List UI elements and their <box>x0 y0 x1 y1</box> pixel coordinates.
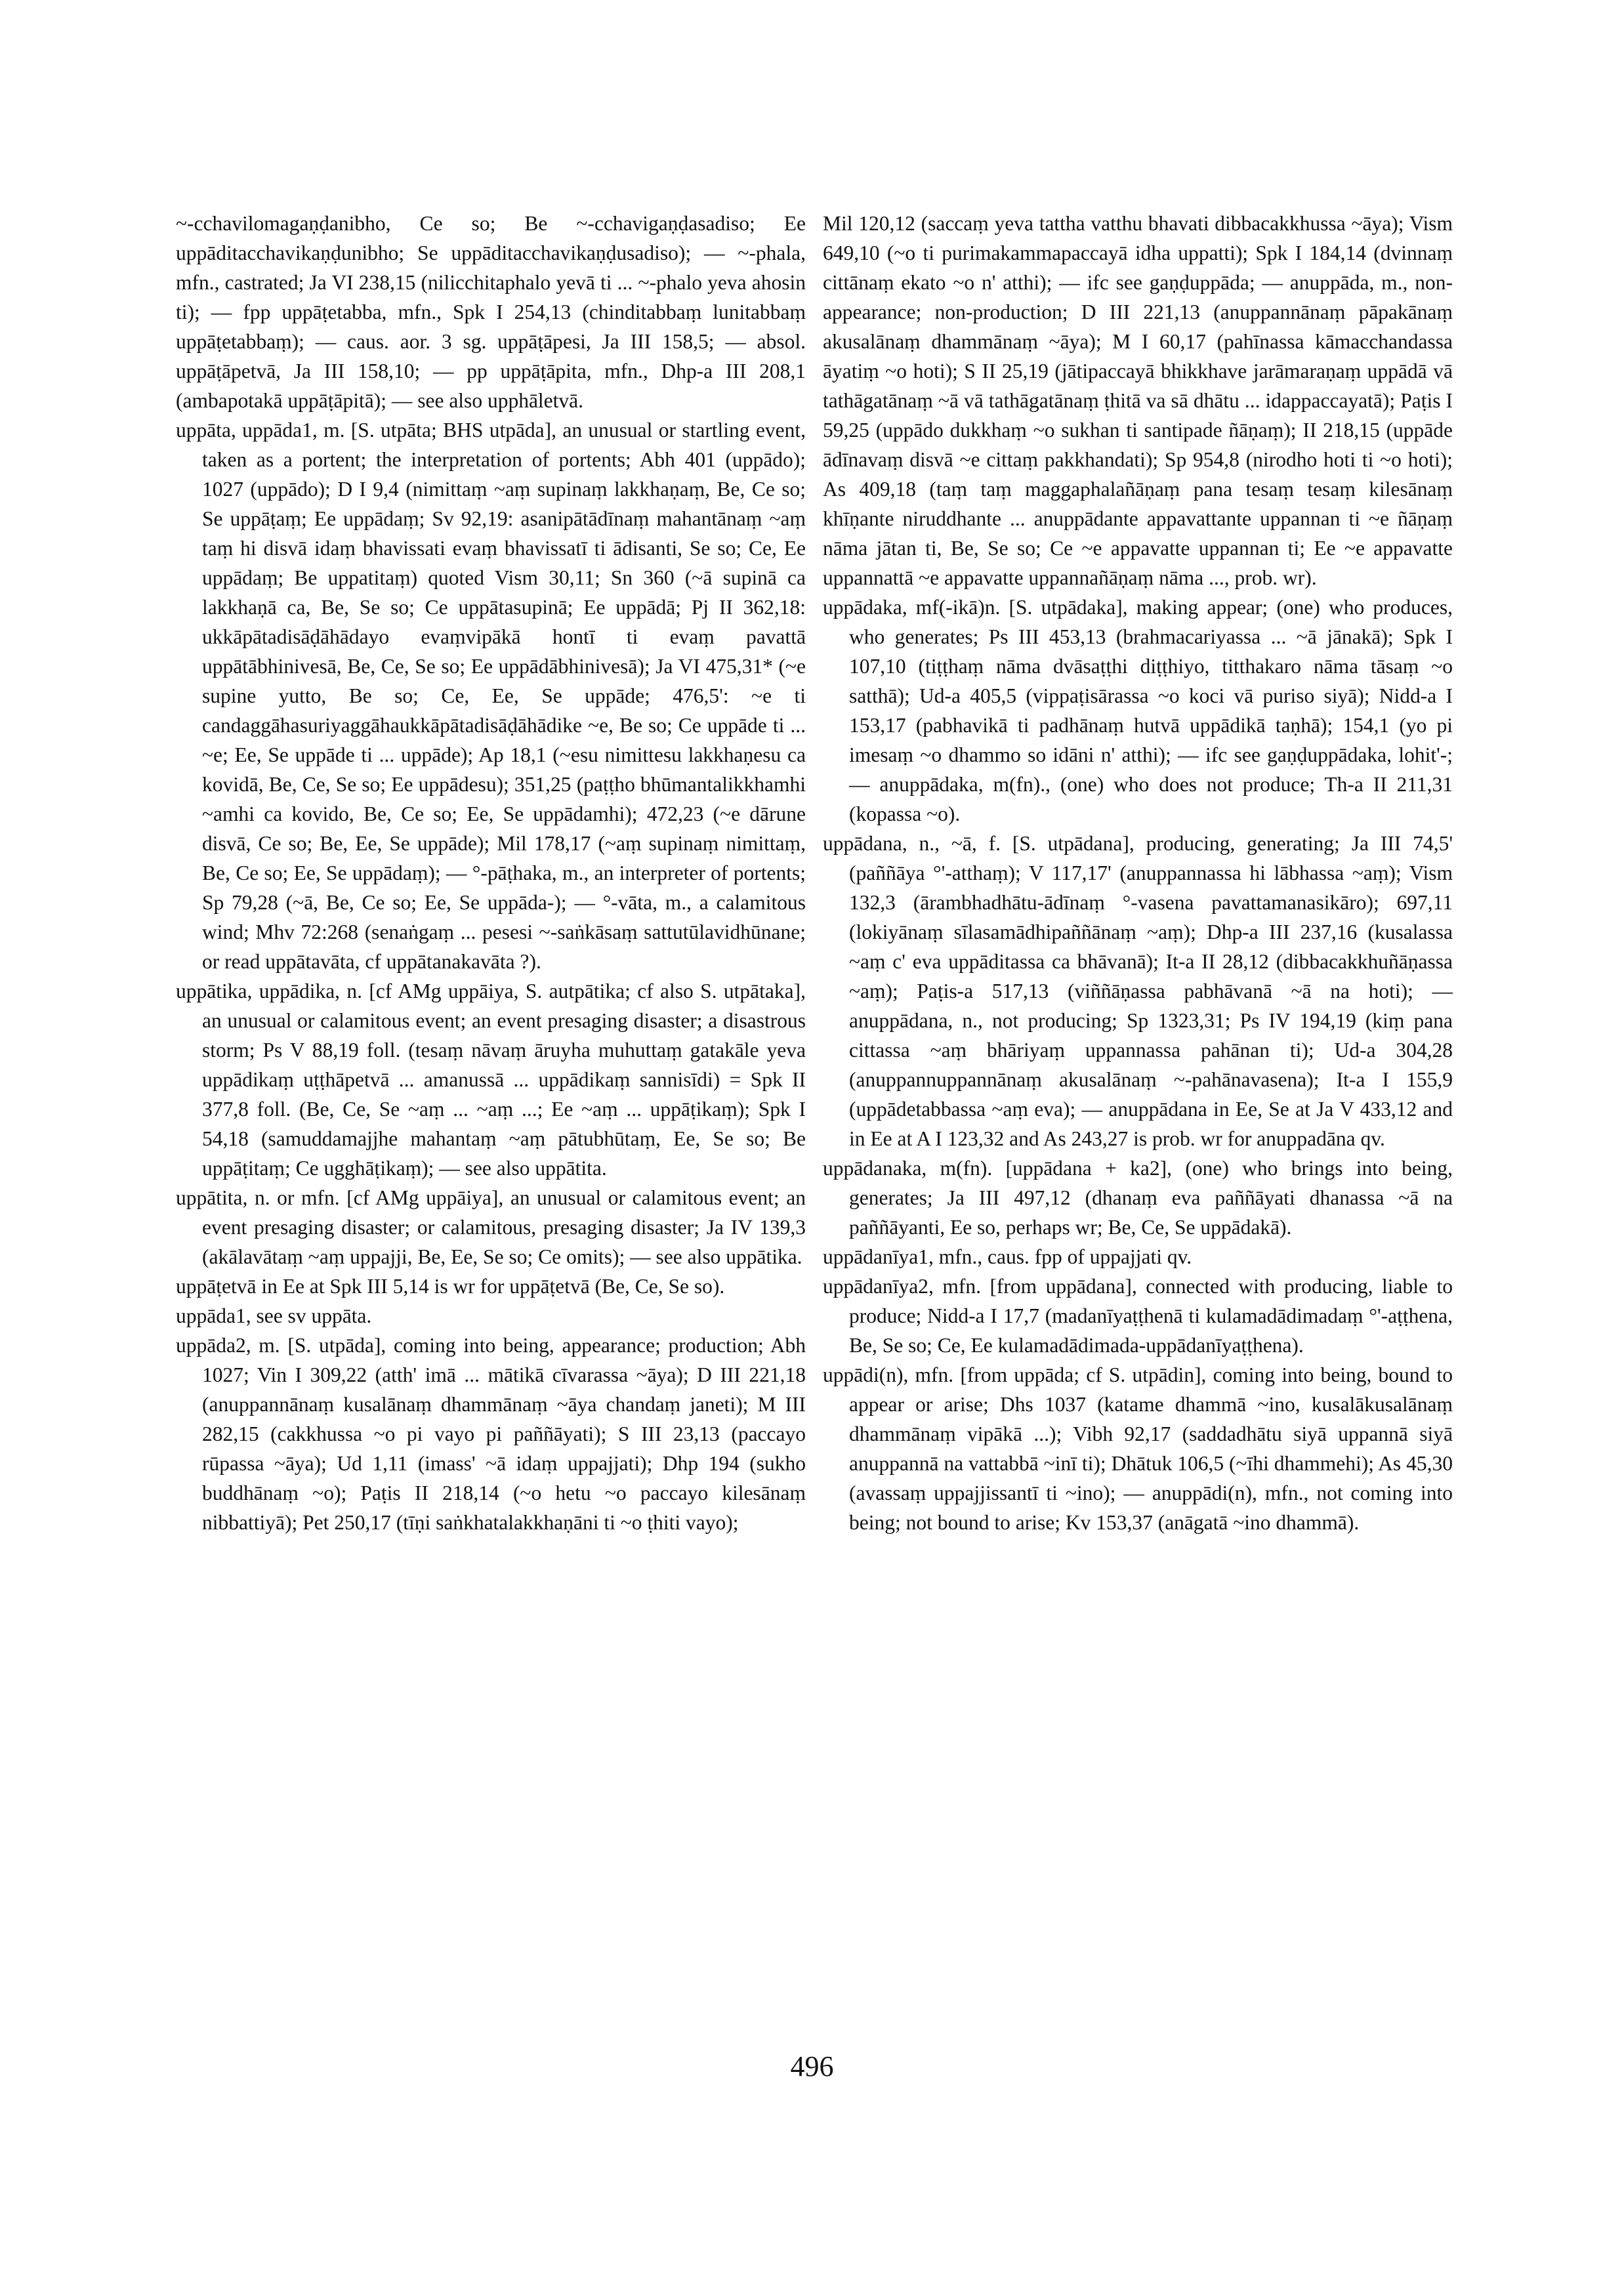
entry-uppadanaka: uppādanaka, m(fn). [uppādana + ka2], (one) who brings into being, generates; Ja III 497,12 (dhanaṃ eva paññāyati dhanassa ~ā na paññāyanti, Ee so, perhaps wr; Be, Ce, Se uppādakā). <box>823 1157 1453 1239</box>
right-column <box>823 209 1453 1537</box>
left-column <box>176 209 806 1537</box>
entry-uppadaniya-1: uppādanīya1, mfn., caus. fpp of uppajjati qv. <box>823 1245 1192 1268</box>
entry-continuation: ~-cchavilomagaṇḍanibho, Ce so; Be ~-cchavigaṇḍasadiso; Ee uppāditacchavikaṇḍunibho; Se uppāditacchavikaṇḍusadiso); — ~-phala, mfn., castrated; Ja VI 238,15 (nilicchitaphalo yevā ti ... ~-phalo yeva ahosin ti); — fpp uppāṭetabba, mfn., Spk I 254,13 (chinditabbaṃ lunitabbaṃ uppāṭetabbaṃ); — caus. aor. 3 sg. uppāṭāpesi, Ja III 158,5; — absol. uppāṭāpetvā, Ja III 158,10; — pp uppāṭāpita, mfn., Dhp-a III 208,1 (ambapotakā uppāṭāpitā); — see also upphāletvā. <box>176 212 806 412</box>
page-number: 496 <box>790 2050 834 2082</box>
entry-uppatita: uppātita, n. or mfn. [cf AMg uppāiya], an unusual or calamitous event; an event presaging disaster; or calamitous, presaging disaster; Ja IV 139,3 (akālavātaṃ ~aṃ uppajji, Be, Ee, Se so; Ce omits); — see also uppātika. <box>176 1186 806 1268</box>
entry-uppada-1: uppāda1, see sv uppāta. <box>176 1304 372 1327</box>
entry-uppada-2-continuation: Mil 120,12 (saccaṃ yeva tattha vatthu bhavati dibbacakkhussa ~āya); Vism 649,10 (~o ti purimakammapaccayā idha uppatti); Spk I 184,14 (dvinnaṃ cittānaṃ ekato ~o n' atthi); — ifc see gaṇḍuppāda; — anuppāda, m., non-appearance; non-production; D III 221,13 (anuppannānaṃ pāpakānaṃ akusalānaṃ dhammānaṃ ~āya); M I 60,17 (pahīnassa kāmacchandassa āyatiṃ ~o hoti); S II 25,19 (jātipaccayā bhikkhave jarāmaraṇaṃ uppādā vā tathāgatānaṃ ~ā vā tathāgatānaṃ ṭhitā va sā dhātu ... idappaccayatā); Paṭis I 59,25 (uppādo dukkhaṃ ~o sukhan ti santipade ñāṇaṃ); II 218,15 (uppāde ādīnavaṃ disvā ~e cittaṃ pakkhandati); Sp 954,8 (nirodho hoti ti ~o hoti); As 409,18 (taṃ taṃ maggaphalañāṇaṃ pana tesaṃ tesaṃ kilesānaṃ khīṇante niruddhante ... anuppādante appavattante uppannan ti ~e ñāṇaṃ nāma jātan ti, Be, Se so; Ce ~e appavatte uppannan ti; Ee ~e appavatte uppannattā ~e appavatte uppannañāṇaṃ nāma ..., prob. wr). <box>823 212 1453 589</box>
entry-uppata: uppāta, uppāda1, m. [S. utpāta; BHS utpāda], an unusual or startling event, taken as a portent; the interpretation of portents; Abh 401 (uppādo); 1027 (uppādo); D I 9,4 (nimittaṃ ~aṃ supinaṃ lakkhaṇaṃ, Be, Ce so; Se uppāṭaṃ; Ee uppādaṃ; Sv 92,19: asanipātādīnaṃ mahantānaṃ ~aṃ taṃ hi disvā idaṃ bhavissati evaṃ bhavissatī ti ādisanti, Se so; Ce, Ee uppādaṃ; Be uppatitaṃ) quoted Vism 30,11; Sn 360 (~ā supinā ca lakkhaṇā ca, Be, Se so; Ce uppātasupinā; Ee uppādā; Pj II 362,18: ukkāpātadisāḍāhādayo evaṃvipākā hontī ti evaṃ pavattā uppātābhinivesā, Be, Ce, Se so; Ee uppādābhinivesā); Ja VI 475,31* (~e supine yutto, Be so; Ce, Ee, Se uppāde; 476,5': ~e ti candaggāhasuriyaggāhaukkāpātadisāḍāhādike ~e, Be so; Ce uppāde ti ... ~e; Ee, Se uppāde ti ... uppāde); Ap 18,1 (~esu nimittesu lakkhaṇesu ca kovidā, Be, Ce, Se so; Ee uppādesu); 351,25 (paṭṭho bhūmantalikkhamhi ~amhi ca kovido, Be, Ce so; Ee, Se uppādamhi); 472,23 (~e dārune disvā, Ce so; Be, Ee, Se uppāde); Mil 178,17 (~aṃ supinaṃ nimittaṃ, Be, Ce so; Ee, Se uppādaṃ); — °-pāṭhaka, m., an interpreter of portents; Sp 79,28 (~ā, Be, Ce so; Ee, Se uppāda-); — °-vāta, m., a calamitous wind; Mhv 72:268 (senaṅgaṃ ... pesesi ~-saṅkāsaṃ sattutūlavidhūnane; or read uppātavāta, cf uppātanakavāta ?). <box>176 419 806 973</box>
entry-uppadaniya-2: uppādanīya2, mfn. [from uppādana], connected with producing, liable to produce; Nidd-a I 17,7 (madanīyaṭṭhenā ti kulamadādimadaṃ °'-aṭṭhena, Be, Se so; Ce, Ee kulamadādimada-uppādanīyaṭṭhena). <box>823 1275 1453 1357</box>
entry-uppadaka: uppādaka, mf(-ikā)n. [S. utpādaka], making appear; (one) who produces, who generates; Ps III 453,13 (brahmacariyassa ... ~ā jānakā); Spk I 107,10 (tiṭṭhaṃ nāma dvāsaṭṭhi diṭṭhiyo, titthakaro nāma tāsaṃ ~o satthā); Ud-a 405,5 (vippaṭisārassa ~o koci vā puriso siyā); Nidd-a I 153,17 (pabhavikā ti padhānaṃ hutvā uppādikā taṇhā); 154,1 (yo pi imesaṃ ~o dhammo so idāni n' atthi); — ifc see gaṇḍuppādaka, lohit'-; — anuppādaka, m(fn)., (one) who does not produce; Th-a II 211,31 (kopassa ~o). <box>823 596 1453 825</box>
entry-uppada-2: uppāda2, m. [S. utpāda], coming into being, appearance; production; Abh 1027; Vin I 309,22 (atth' imā ... mātikā cīvarassa ~āya); D III 221,18 (anuppannānaṃ kusalānaṃ dhammānaṃ ~āya chandaṃ janeti); M III 282,15 (cakkhussa ~o pi vayo pi paññāyati); S III 23,13 (paccayo rūpassa ~āya); Ud 1,11 (imass' ~ā idaṃ uppajjati); Dhp 194 (sukho buddhānaṃ ~o); Paṭis II 218,14 (~o hetu ~o paccayo kilesānaṃ nibbattiyā); Pet 250,17 (tīṇi saṅkhatalakkhaṇāni ti ~o ṭhiti vayo); <box>176 1334 806 1534</box>
entry-uppatetva: uppāṭetvā in Ee at Spk III 5,14 is wr for uppāṭetvā (Be, Ce, Se so). <box>176 1275 725 1298</box>
entry-uppadin: uppādi(n), mfn. [from uppāda; cf S. utpādin], coming into being, bound to appear or arise; Dhs 1037 (katame dhammā ~ino, kusalākusalānaṃ dhammānaṃ vipākā ...); Vibh 92,17 (saddadhātu siyā uppannā siyā anuppannā na vattabbā ~inī ti); Dhātuk 106,5 (~īhi dhammehi); As 45,30 (avassaṃ uppajjissantī ti ~ino); — anuppādi(n), mfn., not coming into being; not bound to arise; Kv 153,37 (anāgatā ~ino dhammā). <box>823 1363 1453 1534</box>
entry-uppadana: uppādana, n., ~ā, f. [S. utpādana], producing, generating; Ja III 74,5' (paññāya °'-atthaṃ); V 117,17' (anuppannassa hi lābhassa ~aṃ); Vism 132,3 (ārambhadhātu-ādīnaṃ °-vasena pavattamanasikāro); 697,11 (lokiyānaṃ sīlasamādhipaññānaṃ ~aṃ); Dhp-a III 237,16 (kusalassa ~aṃ c' eva uppāditassa ca bhāvanā); It-a II 28,12 (dibbacakkhuñāṇassa ~aṃ); Paṭis-a 517,13 (viññāṇassa pabhāvanā ~ā na hoti); — anuppādana, n., not producing; Sp 1323,31; Ps IV 194,19 (kiṃ pana cittassa ~aṃ bhāriyaṃ uppannassa pahānan ti); Ud-a 304,28 (anuppannuppannānaṃ akusalānaṃ ~-pahānavasena); It-a I 155,9 (uppādetabbassa ~aṃ eva); — anuppādana in Ee, Se at Ja V 433,12 and in Ee at A I 123,32 and As 243,27 is prob. wr for anuppadāna qv. <box>823 832 1453 1150</box>
entry-uppatika: uppātika, uppādika, n. [cf AMg uppāiya, S. autpātika; cf also S. utpātaka], an unusual or calamitous event; an event presaging disaster; a disastrous storm; Ps V 88,19 foll. (tesaṃ nāvaṃ āruyha muhuttaṃ gatakāle yeva uppādikaṃ uṭṭhāpetvā ... amanussā ... uppādikaṃ sannisīdi) = Spk II 377,8 foll. (Be, Ce, Se ~aṃ ... ~aṃ ...; Ee ~aṃ ... uppāṭikaṃ); Spk I 54,18 (samuddamajjhe mahantaṃ ~aṃ pātubhūtaṃ, Ee, Se so; Be uppāṭitaṃ; Ce ugghāṭikaṃ); — see also uppātita. <box>176 980 806 1180</box>
